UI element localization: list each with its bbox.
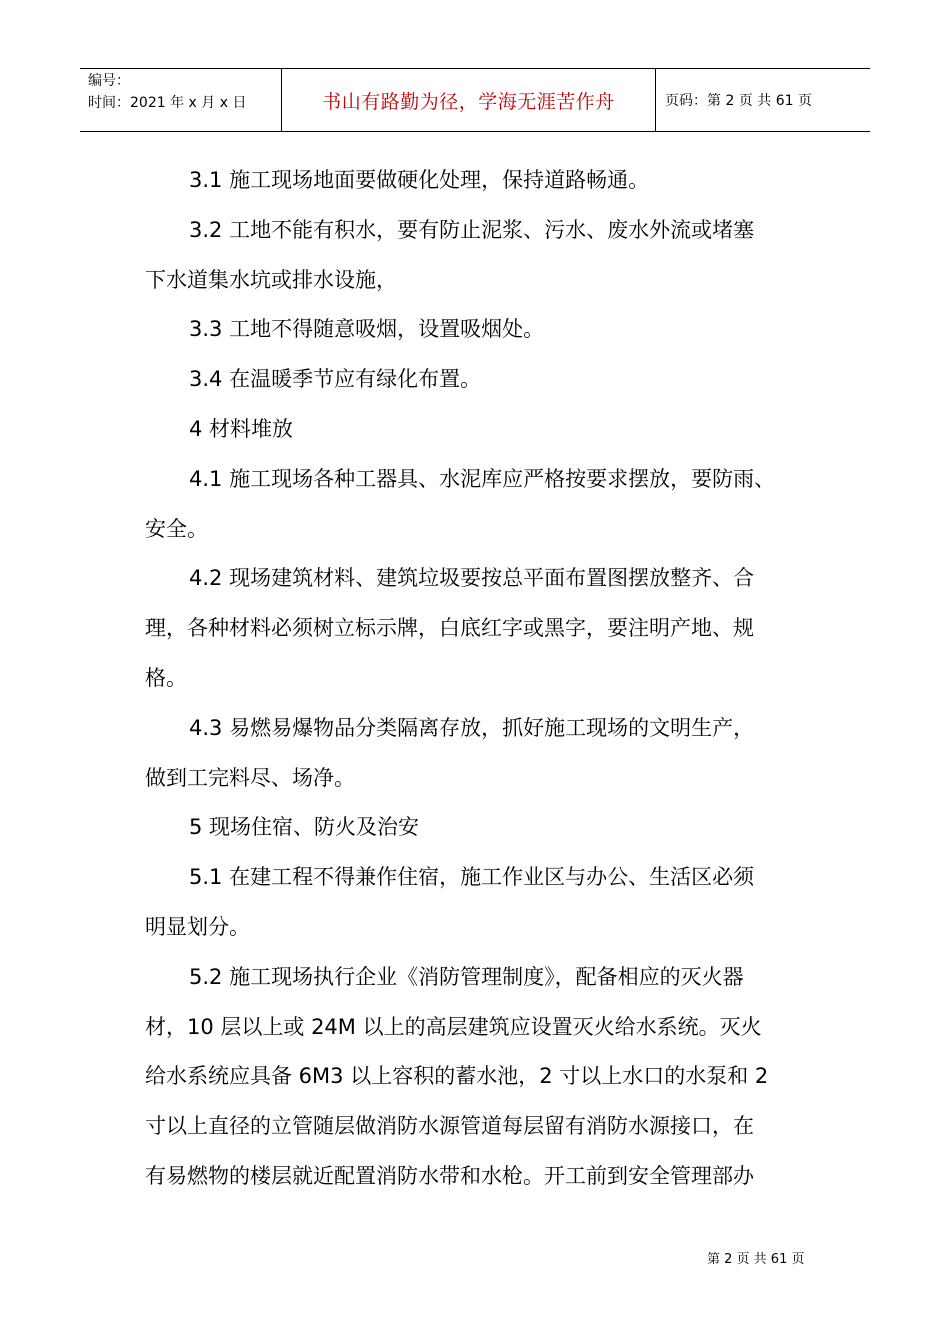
paragraph-line: 4.1 施工现场各种工器具、水泥库应严格按要求摆放，要防雨、 [189,466,776,491]
section-heading: 5 现场住宿、防火及治安 [189,815,420,840]
paragraph-line: 3.2 工地不能有积水，要有防止泥浆、污水、废水外流或堵塞 [189,217,755,242]
paragraph-line: 寸以上直径的立管随层做消防水源管道每层留有消防水源接口，在 [145,1114,754,1139]
paragraph-line: 3.4 在温暖季节应有绿化布置。 [189,367,482,392]
paragraph-line: 格。 [145,665,187,690]
paragraph-line: 理，各种材料必须树立标示牌，白底红字或黑字，要注明产地、规 [145,616,754,641]
motto-text: 书山有路勤为径，学海无涯苦作舟 [322,90,615,113]
paragraph-line: 5.1 在建工程不得兼作住宿，施工作业区与办公、生活区必须 [189,865,755,890]
paragraph-line: 有易燃物的楼层就近配置消防水带和水枪。开工前到安全管理部办 [145,1163,754,1188]
paragraph-line: 4.2 现场建筑材料、建筑垃圾要按总平面布置图摆放整齐、合 [189,566,755,591]
paragraph-line: 材，10 层以上或 24M 以上的高层建筑应设置灭火给水系统。灭火 [145,1014,762,1039]
header-meta [80,69,280,132]
paragraph-line: 下水道集水坑或排水设施， [145,267,397,292]
header-page-info: 页码：第 2 页 共 61 页 [665,93,812,109]
paragraph-line: 3.3 工地不得随意吸烟，设置吸烟处。 [189,317,545,342]
paragraph-line: 给水系统应具备 6M3 以上容积的蓄水池，2 寸以上水口的水泵和 2 [145,1064,769,1089]
paragraph-line: 做到工完料尽、场净。 [145,765,355,790]
paragraph-line: 3.1 施工现场地面要做硬化处理，保持道路畅通。 [189,168,650,192]
page-footer: 第 2 页 共 61 页 [707,1252,805,1267]
document-body [145,156,810,1202]
number-label: 编号： [88,73,130,89]
paragraph-line: 5.2 施工现场执行企业《消防管理制度》，配备相应的灭火器 [189,964,744,989]
paragraph-line: 安全。 [145,516,208,541]
header-motto-cell [281,69,656,131]
section-heading: 4 材料堆放 [189,416,294,441]
page-header [80,68,870,132]
time-label: 时间：2021 年 x 月 x 日 [88,95,247,111]
paragraph-line: 4.3 易燃易爆物品分类隔离存放，抓好施工现场的文明生产， [189,715,755,740]
paragraph-line: 明显划分。 [145,914,250,939]
